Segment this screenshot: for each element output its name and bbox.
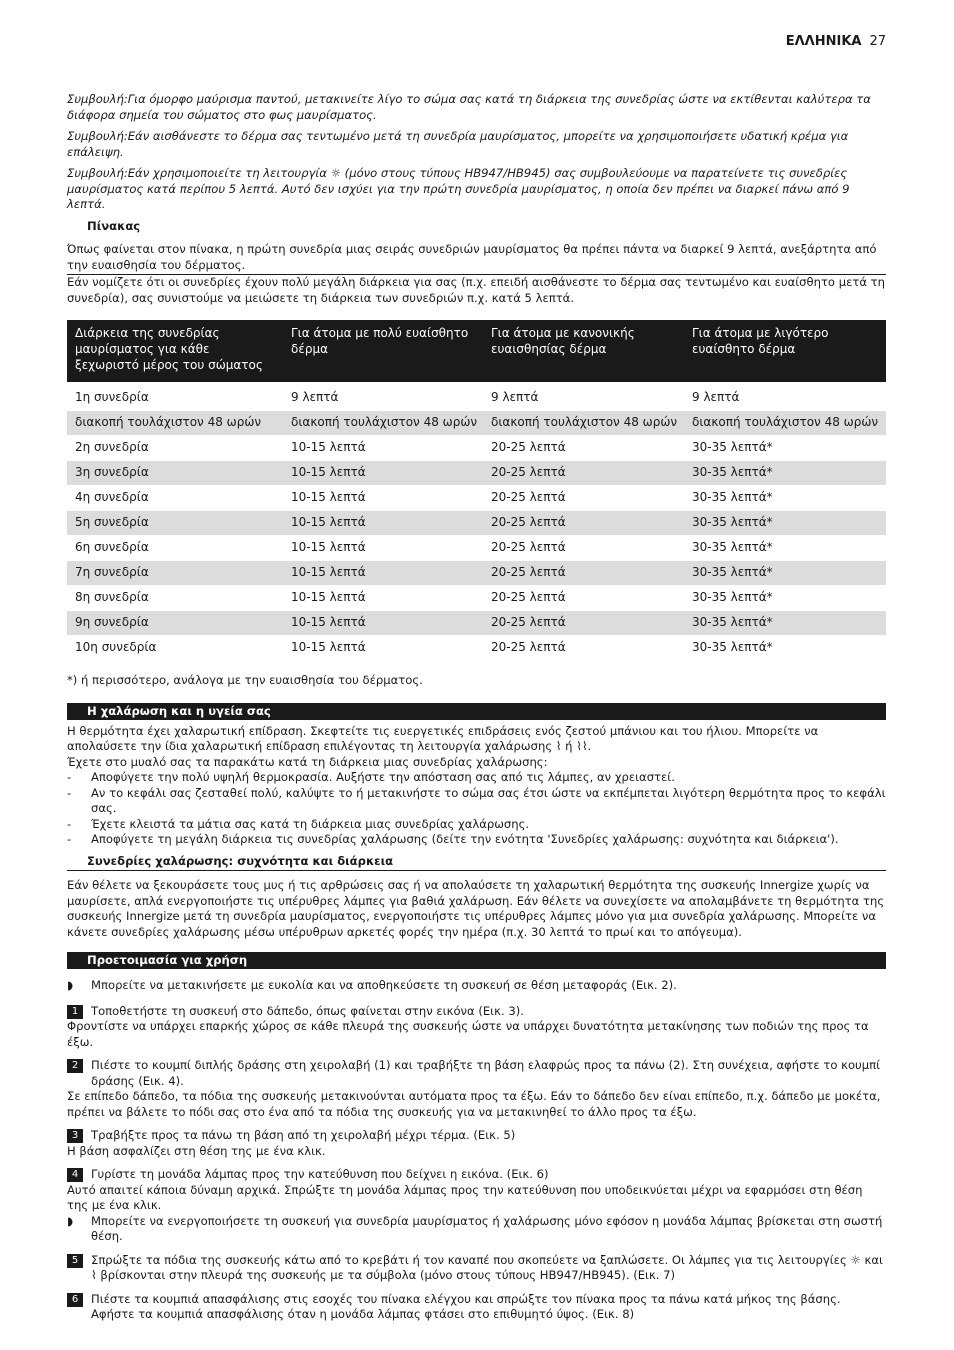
table-header-cell: Διάρκεια της συνεδρίας μαυρίσματος για κάθε ξεχωριστό μέρος του σώματος [67,320,283,382]
session-table [67,320,886,661]
language-label: ΕΛΛΗΝΙΚΑ [785,34,862,49]
table-cell: 10-15 λεπτά [283,611,483,636]
tip-3: Συμβουλή:Εάν χρησιμοποιείτε τη λειτουργία ☼ (μόνο στους τύπους HB947/HB945) σας συμβουλεύουμε να παρατείνετε τις συνεδρίες μαυρίσματος κατά περίπου 5 λεπτά. Αυτό δεν ισχύει για την πρώτη συνεδρία μαυρίσματος, η οποία δεν πρέπει να διαρκεί πάνω από 9 λεπτά. [67,166,850,211]
table-cell: 5η συνεδρία [67,511,283,536]
list-item-text: Αν το κεφάλι σας ζεσταθεί πολύ, καλύψτε το ή μετακινήστε το σώμα σας έτσι ώστε να εκπέμπεται λιγότερη θερμότητα προς το κεφάλι σας. [91,785,886,815]
table-cell: διακοπή τουλάχιστον 48 ωρών [283,411,483,436]
table-cell: 20-25 λεπτά [483,486,684,511]
list-item-text: Αποφύγετε την πολύ υψηλή θερμοκρασία. Αυξήστε την απόσταση σας από τις λάμπες, αν χρειαστεί. [91,770,675,784]
table-cell: 30-35 λεπτά* [684,586,886,611]
list-item [67,786,886,817]
arrow-bullet-icon: ◗ [67,978,74,992]
table-header-cell: Για άτομα με κανονικής ευαισθησίας δέρμα [483,320,684,382]
table-header-cell: Για άτομα με λιγότερο ευαίσθητο δέρμα [684,320,886,382]
step-text: Σπρώξτε τα πόδια της συσκευής κάτω από το κρεβάτι ή τον καναπέ που σκοπεύετε να ξαπλώσετε. Οι λάμπες για τις λειτουργίες ☼ και ⌇ βρίσκονται στην πλευρά της συσκευής με τα σύμβολα (μόνο στους τύπους HB947/HB945). (Εικ. 7) [91,1252,883,1282]
table-row [67,511,886,536]
table-cell: 30-35 λεπτά* [684,536,886,561]
table-row [67,436,886,461]
table-cell: 4η συνεδρία [67,486,283,511]
table-cell: 20-25 λεπτά [483,511,684,536]
page-header [786,34,886,50]
step-5 [67,1253,886,1284]
table-header-cell: Για άτομα με πολύ ευαίσθητο δέρμα [283,320,483,382]
table-cell: 8η συνεδρία [67,586,283,611]
step-4 [67,1167,886,1183]
table-cell: 30-35 λεπτά* [684,561,886,586]
table-cell: 20-25 λεπτά [483,436,684,461]
table-cell: 20-25 λεπτά [483,611,684,636]
prep-warning [67,1214,886,1245]
step-text: Πιέστε τα κουμπιά απασφάλισης στις εσοχές του πίνακα ελέγχου και σπρώξτε τον πίνακα προς τα πάνω κατά μήκος της βάσης. Αφήστε τα κουμπιά απασφάλισης όταν η μονάδα λάμπας φτάσει στο επιθυμητό ύψος. (Εικ. 8) [91,1291,841,1321]
relax-para-1: Η θερμότητα έχει χαλαρωτική επίδραση. Σκεφτείτε τις ευεργετικές επιδράσεις ενός ζεστού μπάνιου και του ήλιου. Μπορείτε να απολαύσετε την ίδια χαλαρωτική επίδραση επιλέγοντας τη λειτουργία χαλάρωσης ⌇ ή ⌇⌇. [67,723,819,753]
table-section-text: Εάν νομίζετε ότι οι συνεδρίες έχουν πολύ μεγάλη διάρκεια για σας (π.χ. επειδή αισθάνεστε το δέρμα σας τεντωμένο και ευαίσθητο μετά τη συνεδρία), σας συνιστούμε να μειώσετε τη διάρκεια των συνεδριών π.χ. κατά 5 λεπτά. [67,275,885,305]
table-cell: 10-15 λεπτά [283,461,483,486]
list-item-text: Αποφύγετε τη μεγάλη διάρκεια τις συνεδρίας χαλάρωσης (δείτε την ενότητα 'Συνεδρίες χαλάρωσης: συχνότητα και διάρκεια'). [91,832,839,846]
step-number-badge: 1 [67,1005,83,1019]
freq-section-text: Εάν θέλετε να ξεκουράσετε τους μυς ή τις αρθρώσεις σας ή να απολαύσετε τη χαλαρωτική θερμότητα της συσκευής Innergize χωρίς να μαυρίσετε, απλά ενεργοποιήστε τις υπέρυθρες λάμπες για βαθιά χαλάρωση. Εάν θέλετε να συνεχίσετε να απολαμβάνετε τη θερμότητα της συσκευής Innergize μετά τη συνεδρία μαυρίσματος, ενεργοποιήστε τις υπέρυθρες λάμπες μόνο για μια συνεδρία χαλάρωσης. Μπορείτε να κάνετε συνεδρίες χαλάρωσης μέσω υπέρυθρων αρκετές φορές την ημέρα (π.χ. 30 λεπτά το πρωί και το απόγευμα). [67,878,885,939]
table-cell: διακοπή τουλάχιστον 48 ωρών [483,411,684,436]
table-cell: διακοπή τουλάχιστον 48 ωρών [684,411,886,436]
table-cell: 9η συνεδρία [67,611,283,636]
table-cell: 20-25 λεπτά [483,461,684,486]
step-number-badge: 2 [67,1059,83,1073]
table-cell: 10-15 λεπτά [283,636,483,661]
table-section-title: Πίνακας [87,218,141,233]
table-row [67,536,886,561]
table-cell: 30-35 λεπτά* [684,461,886,486]
prep-warning-text: Μπορείτε να ενεργοποιήσετε τη συσκευή για συνεδρία μαυρίσματος ή χαλάρωσης μόνο εφόσον η μονάδα λάμπας βρίσκεται στη σωστή θέση. [91,1213,883,1243]
step-6 [67,1292,886,1323]
table-section-underlined: Όπως φαίνεται στον πίνακα, η πρώτη συνεδρία μιας σειράς συνεδριών μαυρίσματος θα πρέπει πάντα να διαρκεί 9 λεπτά, ανεξάρτητα από την ευαισθησία του δέρματος. [67,242,886,275]
prep-section-title: Προετοιμασία για χρήση [67,952,886,969]
table-cell: 9 λεπτά [684,382,886,411]
step-note: Αυτό απαιτεί κάποια δύναμη αρχικά. Σπρώξτε τη μονάδα λάμπας προς την κατεύθυνση που υποδεικνύεται μέχρι να εφαρμόσει στη θέση της με ένα κλικ. [67,1182,863,1212]
step-number-badge: 5 [67,1254,83,1268]
table-cell: 30-35 λεπτά* [684,636,886,661]
tip-1: Συμβουλή:Για όμορφο μαύρισμα παντού, μετακινείτε λίγο το σώμα σας κατά τη διάρκεια της συνεδρίας ώστε να εκτίθενται καλύτερα τα διάφορα σημεία του σώματος στο φως μαυρίσματος. [67,92,871,122]
table-cell: 2η συνεδρία [67,436,283,461]
bullet-dash: - [67,770,72,784]
arrow-bullet-icon: ◗ [67,1213,74,1228]
table-cell: διακοπή τουλάχιστον 48 ωρών [67,411,283,436]
table-cell: 30-35 λεπτά* [684,611,886,636]
table-row [67,561,886,586]
table-cell: 20-25 λεπτά [483,586,684,611]
table-row [67,636,886,661]
step-3 [67,1128,886,1144]
table-cell: 10-15 λεπτά [283,511,483,536]
table-cell: 10-15 λεπτά [283,436,483,461]
table-row [67,586,886,611]
table-cell: 20-25 λεπτά [483,536,684,561]
step-1 [67,1004,886,1020]
table-row [67,382,886,411]
relax-section-title: Η χαλάρωση και η υγεία σας [67,703,886,720]
step-number-badge: 6 [67,1293,83,1307]
table-cell: 30-35 λεπτά* [684,486,886,511]
table-header-row [67,320,886,382]
table-row [67,611,886,636]
list-item [67,832,886,848]
step-note: Η βάση ασφαλίζει στη θέση της με ένα κλικ. [67,1143,326,1158]
bullet-dash: - [67,785,72,800]
table-cell: 10-15 λεπτά [283,536,483,561]
step-2 [67,1058,886,1089]
page-content [67,92,886,1323]
bullet-dash: - [67,832,72,846]
table-row [67,486,886,511]
freq-section-title: Συνεδρίες χαλάρωσης: συχνότητα και διάρκεια [67,854,886,872]
table-cell: 9 λεπτά [483,382,684,411]
table-cell: 10η συνεδρία [67,636,283,661]
bullet-dash: - [67,816,72,831]
step-note: Σε επίπεδο δάπεδο, τα πόδια της συσκευής μετακινούνται αυτόματα προς τα έξω. Εάν το δάπεδο δεν είναι επίπεδο, π.χ. δάπεδο με μοκέτα, πρέπει να βάλετε το πόδι σας στο ένα από τα πόδια της συσκευής για να μετακινηθεί το άλλο προς τα έξω. [67,1089,881,1119]
table-cell: 20-25 λεπτά [483,636,684,661]
table-cell: 3η συνεδρία [67,461,283,486]
step-text: Τοποθετήστε τη συσκευή στο δάπεδο, όπως φαίνεται στην εικόνα (Εικ. 3). [91,1003,524,1018]
page-number: 27 [869,34,886,49]
tip-2: Συμβουλή:Εάν αισθάνεστε το δέρμα σας τεντωμένο μετά τη συνεδρία μαυρίσματος, μπορείτε να χρησιμοποιήσετε υδατική κρέμα για επάλειψη. [67,129,849,159]
table-cell: 1η συνεδρία [67,382,283,411]
relax-para-2: Έχετε στο μυαλό σας τα παρακάτω κατά τη διάρκεια μιας συνεδρίας χαλάρωσης: [67,754,548,769]
table-cell: 6η συνεδρία [67,536,283,561]
table-cell: 7η συνεδρία [67,561,283,586]
list-item [67,817,886,833]
table-row [67,411,886,436]
table-cell: 10-15 λεπτά [283,586,483,611]
step-text: Γυρίστε τη μονάδα λάμπας προς την κατεύθυνση που δείχνει η εικόνα. (Εικ. 6) [91,1167,549,1181]
list-item [67,770,886,786]
table-cell: 10-15 λεπτά [283,561,483,586]
table-row [67,461,886,486]
prep-intro [67,978,886,994]
prep-intro-text: Μπορείτε να μετακινήσετε με ευκολία και να αποθηκεύσετε τη συσκευή σε θέση μεταφοράς (Εικ. 2). [91,978,677,992]
table-cell: 9 λεπτά [283,382,483,411]
table-cell: 20-25 λεπτά [483,561,684,586]
list-item-text: Έχετε κλειστά τα μάτια σας κατά τη διάρκεια μιας συνεδρίας χαλάρωσης. [91,816,530,831]
step-text: Πιέστε το κουμπί διπλής δράσης στη χειρολαβή (1) και τραβήξτε τη βάση ελαφρώς προς τα πάνω (2). Στη συνέχεια, αφήστε το κουμπί δράσης (Εικ. 4). [91,1058,881,1088]
step-text: Τραβήξτε προς τα πάνω τη βάση από τη χειρολαβή μέχρι τέρμα. (Εικ. 5) [91,1128,516,1142]
table-cell: 30-35 λεπτά* [684,436,886,461]
table-footnote: *) ή περισσότερο, ανάλογα με την ευαισθησία του δέρματος. [67,673,423,687]
step-note: Φροντίστε να υπάρχει επαρκής χώρος σε κάθε πλευρά της συσκευής ώστε να υπάρχει δυνατότητα μετακίνησης των ποδιών της προς τα έξω. [67,1019,869,1049]
table-cell: 30-35 λεπτά* [684,511,886,536]
table-cell: 10-15 λεπτά [283,486,483,511]
step-number-badge: 3 [67,1129,83,1143]
step-number-badge: 4 [67,1168,83,1182]
